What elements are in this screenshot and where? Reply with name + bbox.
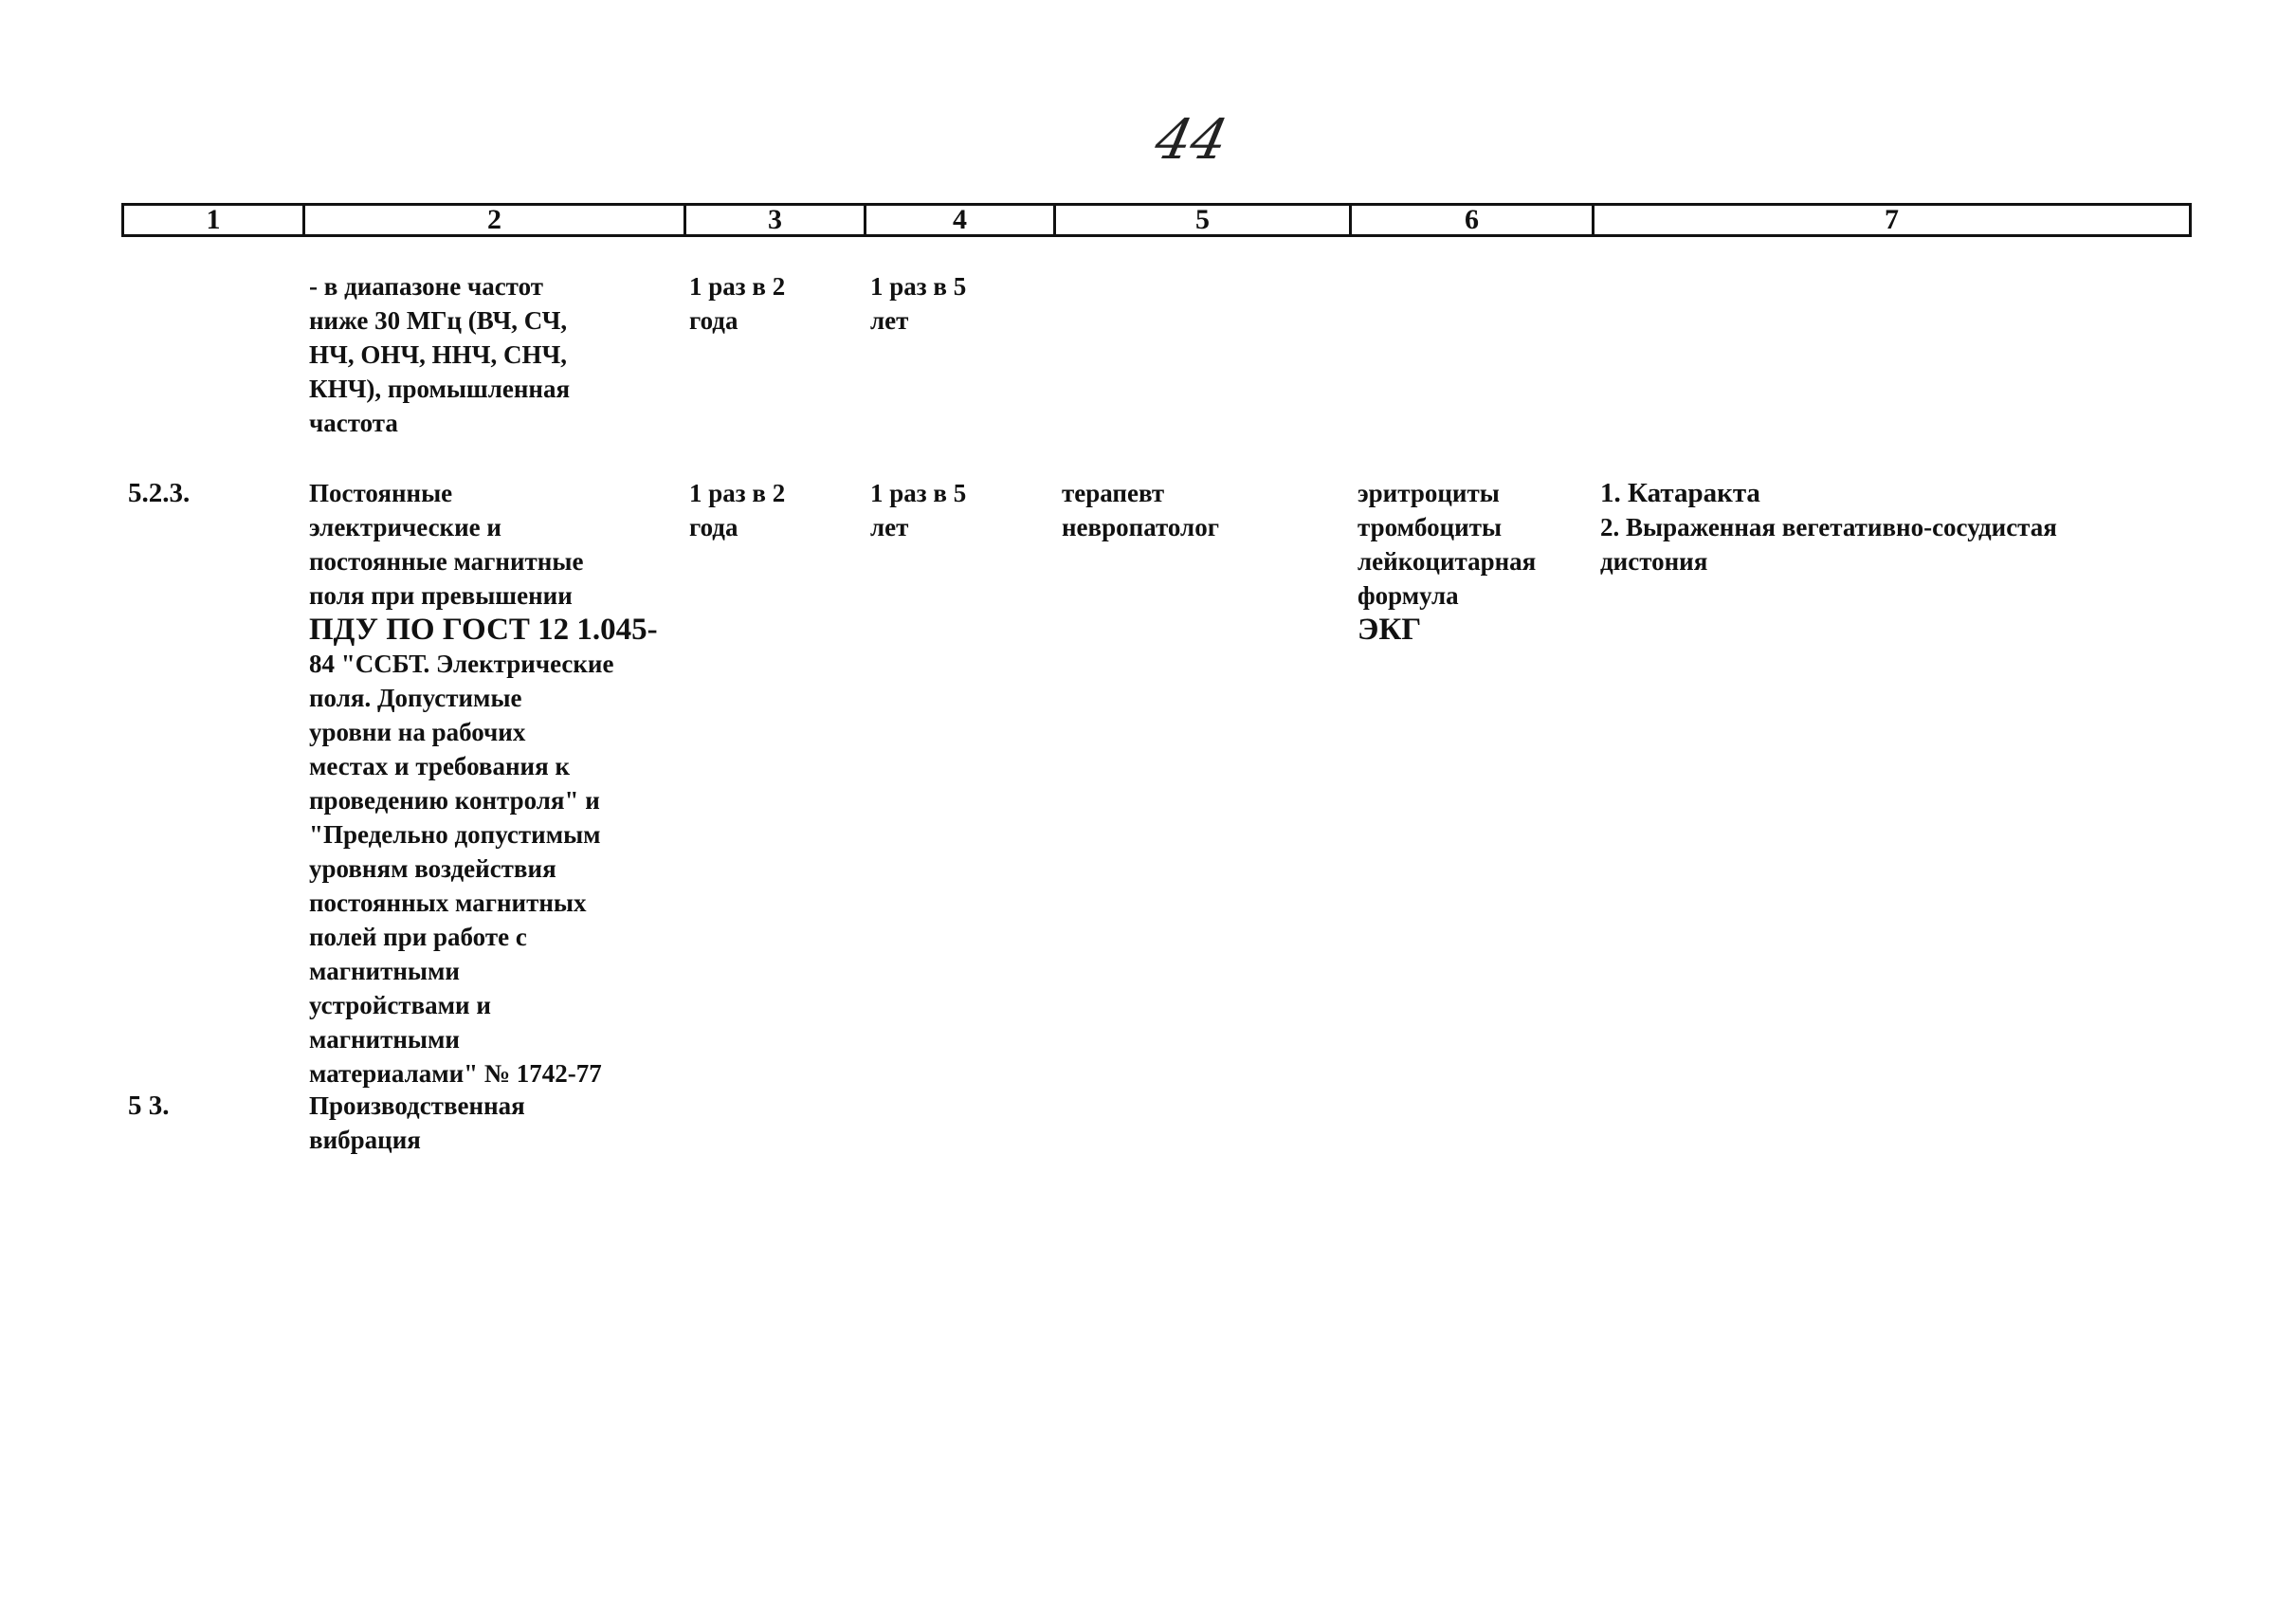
column-header-7: 7 <box>1592 206 2189 234</box>
row2-doctors: терапевт невропатолог <box>1062 479 1219 541</box>
table-header-row <box>121 203 2192 237</box>
row3-factor: Производственная вибрация <box>309 1091 525 1154</box>
row2-factor-part3: 84 "ССБТ. Электрические поля. Допустимые уровни на рабочих местах и требования к проведению контроля" и "Предельно допустимым уровням воздействия постоянных магнитных полей при работе с магнитными устройствами и магнитными материалами" № 1742-77 <box>309 650 614 1088</box>
column-header-2: 2 <box>302 206 683 234</box>
row2-number: 5.2.3. <box>128 478 191 508</box>
row2-tests: эритроциты тромбоциты лейкоцитарная формула <box>1358 479 1537 610</box>
row1-frequency-col3: 1 раз в 2 года <box>689 272 786 335</box>
row2-contraindication-2: 2. Выраженная вегетативно-сосудистая дистония <box>1600 513 2057 576</box>
row2-factor-part1: Постоянные электрические и постоянные магнитные поля при превышении <box>309 479 584 610</box>
page-number: 44 <box>1149 107 1234 172</box>
row2-contraindication-1: 1. Катаракта <box>1600 478 1760 508</box>
row2-frequency-col4: 1 раз в 5 лет <box>870 479 967 541</box>
row1-factor: - в диапазоне частот ниже 30 МГц (ВЧ, СЧ, НЧ, ОНЧ, ННЧ, СНЧ, КНЧ), промышленная частота <box>309 272 571 437</box>
column-header-4: 4 <box>864 206 1053 234</box>
row2-frequency-col3: 1 раз в 2 года <box>689 479 786 541</box>
row1-frequency-col4: 1 раз в 5 лет <box>870 272 967 335</box>
column-header-3: 3 <box>683 206 864 234</box>
column-header-6: 6 <box>1349 206 1592 234</box>
row3-number: 5 3. <box>128 1091 170 1121</box>
row2-factor-part2: ПДУ ПО ГОСТ 12 1.045- <box>309 613 658 647</box>
column-header-5: 5 <box>1053 206 1349 234</box>
column-header-1: 1 <box>206 204 221 235</box>
row2-tests-ekg: ЭКГ <box>1358 613 1422 647</box>
